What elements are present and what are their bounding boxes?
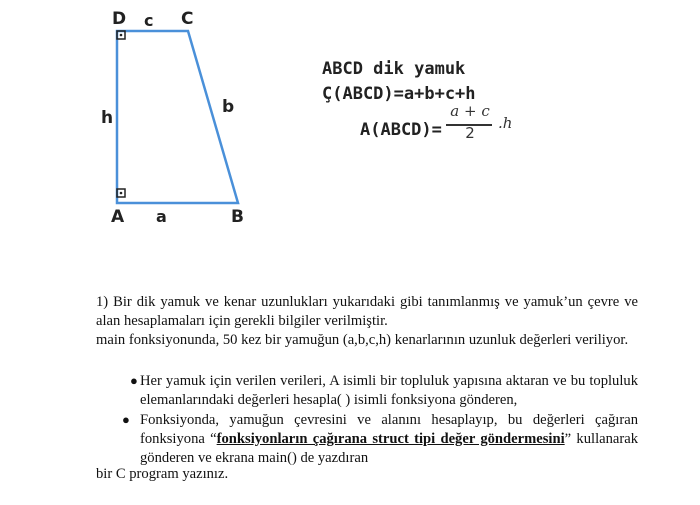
bullet-2-text-end: ” kullanarak gönderen ve ekrana main() de yazdıran bbox=[140, 431, 639, 466]
vertex-d-label: D bbox=[112, 9, 127, 29]
area-formula-lhs: A(ABCD)= bbox=[360, 120, 442, 140]
area-denominator: 2 bbox=[465, 124, 475, 142]
side-b-label: b bbox=[222, 97, 235, 117]
problem-text bbox=[96, 293, 638, 350]
bullet-2-emphasis: fonksiyonların çağırana struct tipi değer göndermesini bbox=[216, 431, 565, 447]
bullet-dot-2: ● bbox=[122, 412, 130, 427]
area-numerator: a + c bbox=[450, 102, 490, 120]
vertex-c-label: C bbox=[181, 9, 194, 29]
formula-title: ABCD dik yamuk bbox=[322, 59, 466, 79]
bullet-2-text-start: Fonksiyonda, yamuğun çevresini ve alanını hesaplayıp, bu değerleri çağıran fonksiyona “ bbox=[140, 412, 638, 447]
bullet-item-1: Her yamuk için verilen verileri, A isimli bir topluluk yapısına aktaran ve bu topluluk elemanlarındaki değerleri hesapla( ) isimli fonksiyona gönderen, bbox=[140, 373, 638, 408]
vertex-a-label: A bbox=[111, 207, 125, 227]
side-h-label: h bbox=[101, 108, 114, 128]
closing-line: bir C program yazınız. bbox=[96, 466, 229, 482]
vertex-b-label: B bbox=[231, 207, 244, 227]
side-a-label: a bbox=[156, 207, 167, 226]
paragraph-2: main fonksiyonunda, 50 kez bir yamuğun (a,b,c,h) kenarlarının uzunluk değerleri veriliyor. bbox=[96, 332, 629, 348]
bullet-dot-1: ● bbox=[130, 373, 138, 388]
paragraph-1: 1) Bir dik yamuk ve kenar uzunlukları yukarıdaki gibi tanımlanmış ve yamuk’un çevre ve alan hesaplamaları için gerekli bilgiler verilmiştir. bbox=[96, 294, 638, 329]
bullet-item-2 bbox=[140, 411, 638, 468]
area-factor: .h bbox=[498, 114, 513, 132]
perimeter-formula: Ç(ABCD)=a+b+c+h bbox=[322, 84, 476, 104]
trapezoid-diagram bbox=[0, 0, 300, 240]
trapezoid-shape bbox=[117, 31, 238, 203]
side-c-label: c bbox=[144, 11, 154, 30]
